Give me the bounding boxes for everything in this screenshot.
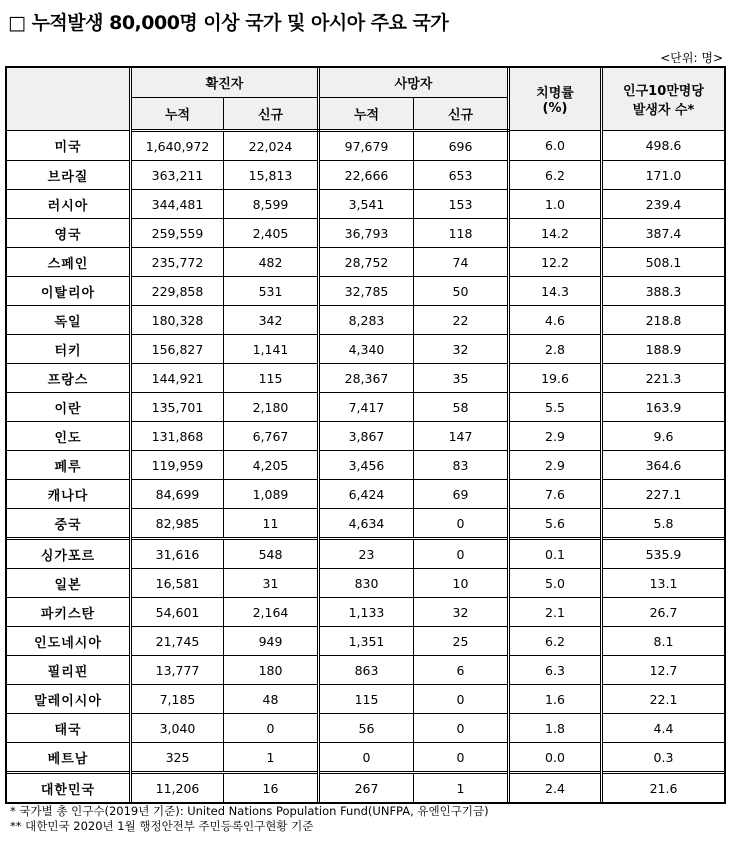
header-fatality-line1: 치명률 <box>536 86 574 101</box>
cell-confirmed-new: 342 <box>224 306 319 335</box>
cell-fatality-rate: 0.1 <box>509 539 602 569</box>
cell-confirmed-cumulative: 3,040 <box>131 714 224 743</box>
cell-fatality-rate: 14.3 <box>509 277 602 306</box>
cell-country: 프랑스 <box>7 364 131 393</box>
cell-confirmed-cumulative: 13,777 <box>131 656 224 685</box>
cell-confirmed-cumulative: 344,481 <box>131 190 224 219</box>
table-row <box>7 451 725 480</box>
covid-stats-table <box>6 67 725 803</box>
cell-per-100k: 8.1 <box>602 627 725 656</box>
cell-fatality-rate: 6.3 <box>509 656 602 685</box>
cell-fatality-rate: 0.0 <box>509 743 602 773</box>
table-row <box>7 656 725 685</box>
table-row <box>7 219 725 248</box>
cell-per-100k: 508.1 <box>602 248 725 277</box>
cell-deaths-new: 74 <box>414 248 509 277</box>
cell-per-100k: 188.9 <box>602 335 725 364</box>
cell-country: 대한민국 <box>7 773 131 803</box>
cell-confirmed-cumulative: 325 <box>131 743 224 773</box>
table-row <box>7 277 725 306</box>
cell-deaths-new: 147 <box>414 422 509 451</box>
cell-confirmed-new: 180 <box>224 656 319 685</box>
cell-per-100k: 12.7 <box>602 656 725 685</box>
table-row <box>7 480 725 509</box>
cell-confirmed-new: 8,599 <box>224 190 319 219</box>
cell-deaths-cumulative: 97,679 <box>319 131 414 161</box>
table-row <box>7 364 725 393</box>
table-row <box>7 714 725 743</box>
cell-confirmed-new: 949 <box>224 627 319 656</box>
cell-country: 이탈리아 <box>7 277 131 306</box>
cell-fatality-rate: 2.8 <box>509 335 602 364</box>
cell-confirmed-cumulative: 119,959 <box>131 451 224 480</box>
cell-fatality-rate: 6.0 <box>509 131 602 161</box>
header-country <box>7 68 131 131</box>
cell-confirmed-new: 1,089 <box>224 480 319 509</box>
cell-per-100k: 13.1 <box>602 569 725 598</box>
cell-deaths-cumulative: 7,417 <box>319 393 414 422</box>
cell-fatality-rate: 6.2 <box>509 161 602 190</box>
cell-confirmed-new: 31 <box>224 569 319 598</box>
cell-country: 인도네시아 <box>7 627 131 656</box>
cell-confirmed-new: 548 <box>224 539 319 569</box>
cell-deaths-new: 118 <box>414 219 509 248</box>
table-body <box>7 131 725 803</box>
cell-deaths-cumulative: 4,634 <box>319 509 414 539</box>
cell-deaths-cumulative: 3,867 <box>319 422 414 451</box>
cell-country: 터키 <box>7 335 131 364</box>
cell-fatality-rate: 2.1 <box>509 598 602 627</box>
cell-deaths-new: 69 <box>414 480 509 509</box>
cell-deaths-new: 22 <box>414 306 509 335</box>
cell-deaths-new: 0 <box>414 539 509 569</box>
cell-country: 러시아 <box>7 190 131 219</box>
cell-deaths-new: 83 <box>414 451 509 480</box>
cell-country: 캐나다 <box>7 480 131 509</box>
cell-country: 인도 <box>7 422 131 451</box>
cell-deaths-cumulative: 115 <box>319 685 414 714</box>
cell-per-100k: 4.4 <box>602 714 725 743</box>
header-per-100k <box>602 68 725 131</box>
cell-deaths-new: 32 <box>414 335 509 364</box>
header-deaths-new: 신규 <box>414 98 509 131</box>
cell-deaths-cumulative: 3,456 <box>319 451 414 480</box>
cell-fatality-rate: 14.2 <box>509 219 602 248</box>
cell-confirmed-new: 115 <box>224 364 319 393</box>
cell-country: 필리핀 <box>7 656 131 685</box>
cell-deaths-cumulative: 267 <box>319 773 414 803</box>
unit-label: <단위: 명> <box>660 51 723 65</box>
cell-deaths-new: 0 <box>414 509 509 539</box>
cell-confirmed-new: 48 <box>224 685 319 714</box>
cell-country: 브라질 <box>7 161 131 190</box>
cell-deaths-cumulative: 28,367 <box>319 364 414 393</box>
cell-deaths-new: 6 <box>414 656 509 685</box>
header-confirmed: 확진자 <box>131 68 319 98</box>
cell-deaths-new: 10 <box>414 569 509 598</box>
cell-deaths-cumulative: 28,752 <box>319 248 414 277</box>
cell-deaths-cumulative: 863 <box>319 656 414 685</box>
cell-per-100k: 221.3 <box>602 364 725 393</box>
cell-deaths-cumulative: 22,666 <box>319 161 414 190</box>
cell-fatality-rate: 19.6 <box>509 364 602 393</box>
cell-deaths-new: 50 <box>414 277 509 306</box>
table-row <box>7 131 725 161</box>
header-deaths: 사망자 <box>319 68 509 98</box>
cell-per-100k: 21.6 <box>602 773 725 803</box>
page-title: □ 누적발생 80,000명 이상 국가 및 아시아 주요 국가 <box>8 12 449 34</box>
cell-country: 미국 <box>7 131 131 161</box>
cell-per-100k: 163.9 <box>602 393 725 422</box>
cell-country: 일본 <box>7 569 131 598</box>
table-row <box>7 569 725 598</box>
table-row <box>7 393 725 422</box>
table-row <box>7 743 725 773</box>
cell-country: 독일 <box>7 306 131 335</box>
cell-country: 이란 <box>7 393 131 422</box>
footnote-korea: ** 대한민국 2020년 1월 행정안전부 주민등록인구현황 기준 <box>10 819 314 833</box>
cell-country: 싱가포르 <box>7 539 131 569</box>
cell-confirmed-new: 11 <box>224 509 319 539</box>
cell-per-100k: 535.9 <box>602 539 725 569</box>
table-row <box>7 598 725 627</box>
header-deaths-cumulative: 누적 <box>319 98 414 131</box>
cell-confirmed-cumulative: 16,581 <box>131 569 224 598</box>
cell-confirmed-new: 2,164 <box>224 598 319 627</box>
cell-confirmed-new: 482 <box>224 248 319 277</box>
cell-deaths-cumulative: 56 <box>319 714 414 743</box>
table-row <box>7 306 725 335</box>
cell-confirmed-new: 1,141 <box>224 335 319 364</box>
cell-confirmed-cumulative: 21,745 <box>131 627 224 656</box>
cell-confirmed-cumulative: 135,701 <box>131 393 224 422</box>
cell-fatality-rate: 5.6 <box>509 509 602 539</box>
cell-deaths-cumulative: 3,541 <box>319 190 414 219</box>
cell-confirmed-new: 0 <box>224 714 319 743</box>
cell-per-100k: 239.4 <box>602 190 725 219</box>
cell-deaths-cumulative: 4,340 <box>319 335 414 364</box>
header-confirmed-new: 신규 <box>224 98 319 131</box>
table-row <box>7 773 725 803</box>
table-row <box>7 335 725 364</box>
cell-country: 파키스탄 <box>7 598 131 627</box>
cell-confirmed-new: 1 <box>224 743 319 773</box>
header-confirmed-cumulative: 누적 <box>131 98 224 131</box>
cell-fatality-rate: 2.4 <box>509 773 602 803</box>
cell-confirmed-new: 16 <box>224 773 319 803</box>
cell-per-100k: 0.3 <box>602 743 725 773</box>
cell-fatality-rate: 1.6 <box>509 685 602 714</box>
cell-confirmed-cumulative: 259,559 <box>131 219 224 248</box>
cell-confirmed-new: 531 <box>224 277 319 306</box>
cell-per-100k: 227.1 <box>602 480 725 509</box>
cell-country: 말레이시아 <box>7 685 131 714</box>
cell-deaths-cumulative: 0 <box>319 743 414 773</box>
cell-per-100k: 5.8 <box>602 509 725 539</box>
cell-deaths-new: 0 <box>414 743 509 773</box>
cell-fatality-rate: 12.2 <box>509 248 602 277</box>
cell-deaths-new: 0 <box>414 714 509 743</box>
cell-per-100k: 22.1 <box>602 685 725 714</box>
cell-confirmed-cumulative: 144,921 <box>131 364 224 393</box>
cell-deaths-new: 58 <box>414 393 509 422</box>
cell-fatality-rate: 2.9 <box>509 451 602 480</box>
cell-confirmed-cumulative: 31,616 <box>131 539 224 569</box>
cell-per-100k: 364.6 <box>602 451 725 480</box>
cell-confirmed-cumulative: 131,868 <box>131 422 224 451</box>
cell-confirmed-cumulative: 11,206 <box>131 773 224 803</box>
table-row <box>7 509 725 539</box>
footnote-population: * 국가별 총 인구수(2019년 기준): United Nations Population Fund(UNFPA, 유엔인구기금) <box>10 804 489 818</box>
cell-fatality-rate: 4.6 <box>509 306 602 335</box>
cell-fatality-rate: 1.0 <box>509 190 602 219</box>
cell-per-100k: 171.0 <box>602 161 725 190</box>
cell-fatality-rate: 7.6 <box>509 480 602 509</box>
cell-confirmed-new: 2,405 <box>224 219 319 248</box>
cell-fatality-rate: 5.5 <box>509 393 602 422</box>
cell-deaths-cumulative: 1,351 <box>319 627 414 656</box>
cell-per-100k: 9.6 <box>602 422 725 451</box>
cell-deaths-cumulative: 6,424 <box>319 480 414 509</box>
footnotes <box>10 804 489 834</box>
cell-fatality-rate: 5.0 <box>509 569 602 598</box>
cell-deaths-new: 1 <box>414 773 509 803</box>
cell-per-100k: 498.6 <box>602 131 725 161</box>
cell-confirmed-cumulative: 363,211 <box>131 161 224 190</box>
cell-fatality-rate: 2.9 <box>509 422 602 451</box>
table-row <box>7 190 725 219</box>
table-row <box>7 685 725 714</box>
cell-confirmed-cumulative: 54,601 <box>131 598 224 627</box>
table-row <box>7 248 725 277</box>
cell-confirmed-new: 6,767 <box>224 422 319 451</box>
cell-confirmed-new: 15,813 <box>224 161 319 190</box>
cell-per-100k: 388.3 <box>602 277 725 306</box>
cell-deaths-cumulative: 830 <box>319 569 414 598</box>
cell-confirmed-cumulative: 84,699 <box>131 480 224 509</box>
cell-deaths-new: 32 <box>414 598 509 627</box>
cell-deaths-cumulative: 8,283 <box>319 306 414 335</box>
cell-deaths-new: 696 <box>414 131 509 161</box>
header-fatality-rate <box>509 68 602 131</box>
cell-deaths-cumulative: 36,793 <box>319 219 414 248</box>
cell-confirmed-new: 2,180 <box>224 393 319 422</box>
cell-country: 스페인 <box>7 248 131 277</box>
header-per100k-line1: 인구10만명당 <box>623 84 704 99</box>
cell-country: 베트남 <box>7 743 131 773</box>
cell-confirmed-new: 4,205 <box>224 451 319 480</box>
table-row <box>7 422 725 451</box>
table-row <box>7 539 725 569</box>
cell-confirmed-cumulative: 82,985 <box>131 509 224 539</box>
cell-per-100k: 218.8 <box>602 306 725 335</box>
cell-fatality-rate: 6.2 <box>509 627 602 656</box>
table-row <box>7 627 725 656</box>
cell-deaths-cumulative: 32,785 <box>319 277 414 306</box>
table-row <box>7 161 725 190</box>
cell-country: 영국 <box>7 219 131 248</box>
cell-deaths-new: 153 <box>414 190 509 219</box>
cell-per-100k: 387.4 <box>602 219 725 248</box>
cell-confirmed-cumulative: 7,185 <box>131 685 224 714</box>
cell-confirmed-new: 22,024 <box>224 131 319 161</box>
cell-per-100k: 26.7 <box>602 598 725 627</box>
cell-confirmed-cumulative: 229,858 <box>131 277 224 306</box>
cell-confirmed-cumulative: 235,772 <box>131 248 224 277</box>
header-per100k-line2: 발생자 수* <box>632 103 695 118</box>
cell-deaths-new: 653 <box>414 161 509 190</box>
cell-deaths-new: 35 <box>414 364 509 393</box>
cell-confirmed-cumulative: 180,328 <box>131 306 224 335</box>
cell-country: 페루 <box>7 451 131 480</box>
cell-deaths-cumulative: 1,133 <box>319 598 414 627</box>
cell-confirmed-cumulative: 1,640,972 <box>131 131 224 161</box>
cell-deaths-new: 0 <box>414 685 509 714</box>
cell-deaths-new: 25 <box>414 627 509 656</box>
cell-country: 태국 <box>7 714 131 743</box>
header-fatality-line2: (%) <box>542 101 568 116</box>
cell-confirmed-cumulative: 156,827 <box>131 335 224 364</box>
cell-deaths-cumulative: 23 <box>319 539 414 569</box>
cell-country: 중국 <box>7 509 131 539</box>
cell-fatality-rate: 1.8 <box>509 714 602 743</box>
